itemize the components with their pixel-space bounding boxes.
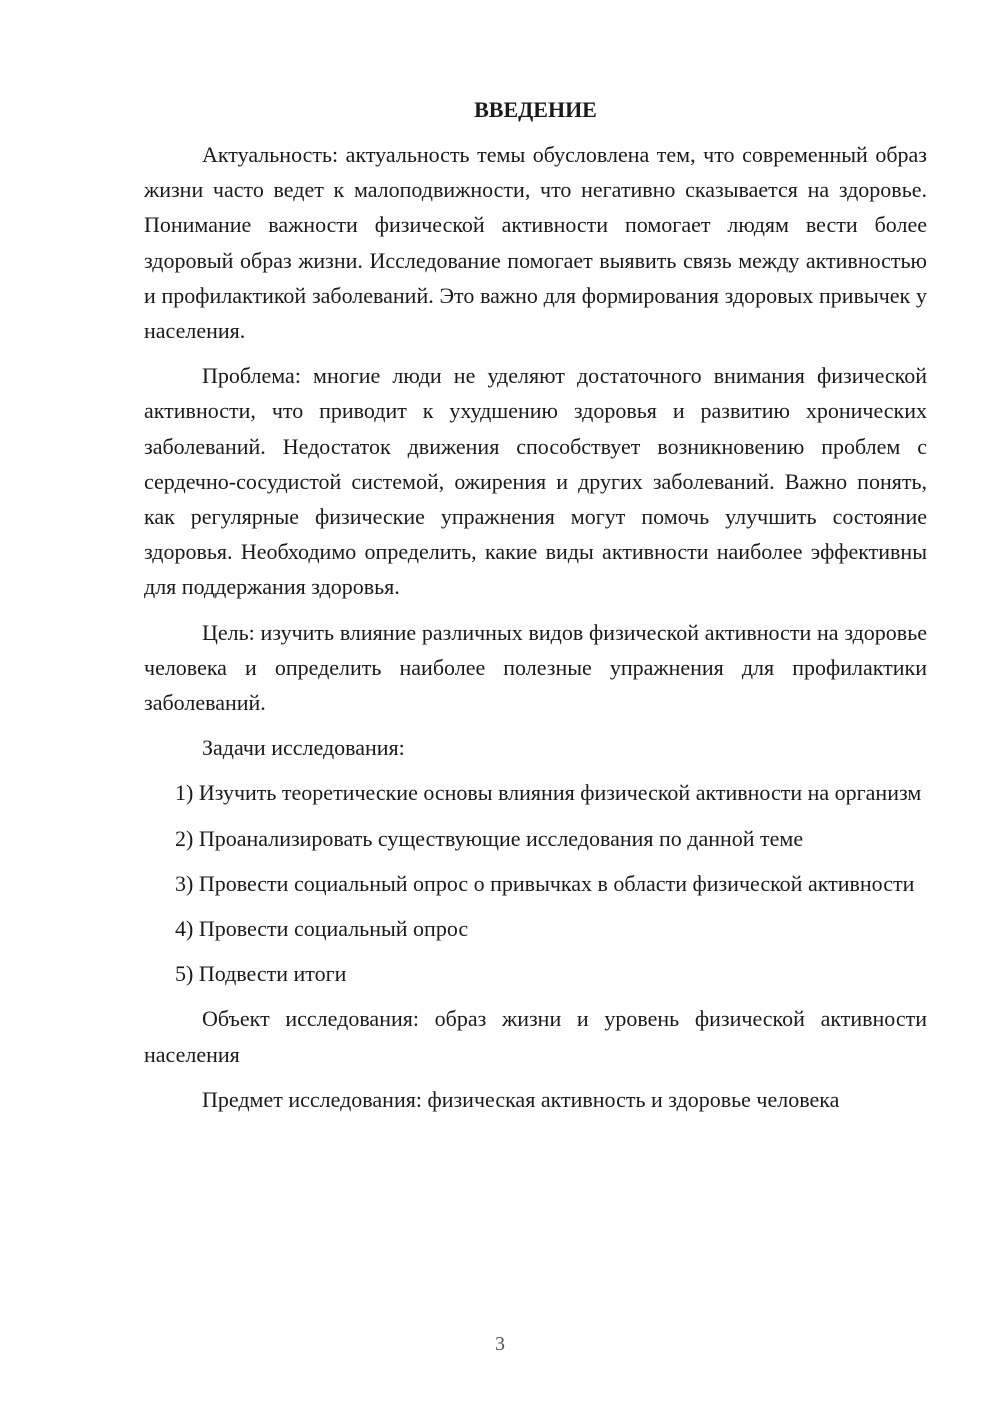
problem-paragraph: Проблема: многие люди не уделяют достаточного внимания физической активности, что приводит к ухудшению здоровья и развитию хронических заболеваний. Недостаток движения способствует возникновению проблем с сердечно-сосудистой системой, ожирения и других заболеваний. Важно понять, как регулярные физические упражнения могут помочь улучшить состояние здоровья. Необходимо определить, какие виды активности наиболее эффективны для поддержания здоровья. bbox=[144, 363, 927, 600]
task-item-1: 1) Изучить теоретические основы влияния физической активности на организм bbox=[175, 780, 922, 806]
task-item-5: 5) Подвести итоги bbox=[175, 961, 347, 987]
task-item-4: 4) Провести социальный опрос bbox=[175, 916, 469, 942]
tasks-list bbox=[144, 775, 927, 991]
research-object-paragraph: Объект исследования: образ жизни и уровень физической активности населения bbox=[144, 1006, 927, 1067]
goal-paragraph: Цель: изучить влияние различных видов физической активности на здоровье человека и определить наиболее полезные упражнения для профилактики заболеваний. bbox=[144, 619, 927, 716]
document-page bbox=[144, 96, 927, 1127]
task-item-3: 3) Провести социальный опрос о привычках в области физической активности bbox=[175, 870, 915, 896]
task-item-2: 2) Проанализировать существующие исследования по данной теме bbox=[175, 825, 804, 851]
tasks-heading: Задачи исследования: bbox=[202, 735, 405, 761]
research-subject-paragraph: Предмет исследования: физическая активность и здоровье человека bbox=[202, 1086, 840, 1112]
page-title: ВВЕДЕНИЕ bbox=[474, 97, 597, 122]
relevance-paragraph: Актуальность: актуальность темы обусловлена тем, что современный образ жизни часто ведет к малоподвижности, что негативно сказывается на здоровье. Понимание важности физической активности помогает людям вести более здоровый образ жизни. Исследование помогает выявить связь между активностью и профилактикой заболеваний. Это важно для формирования здоровых привычек у населения. bbox=[144, 142, 927, 344]
page-number: 3 bbox=[495, 1333, 505, 1355]
